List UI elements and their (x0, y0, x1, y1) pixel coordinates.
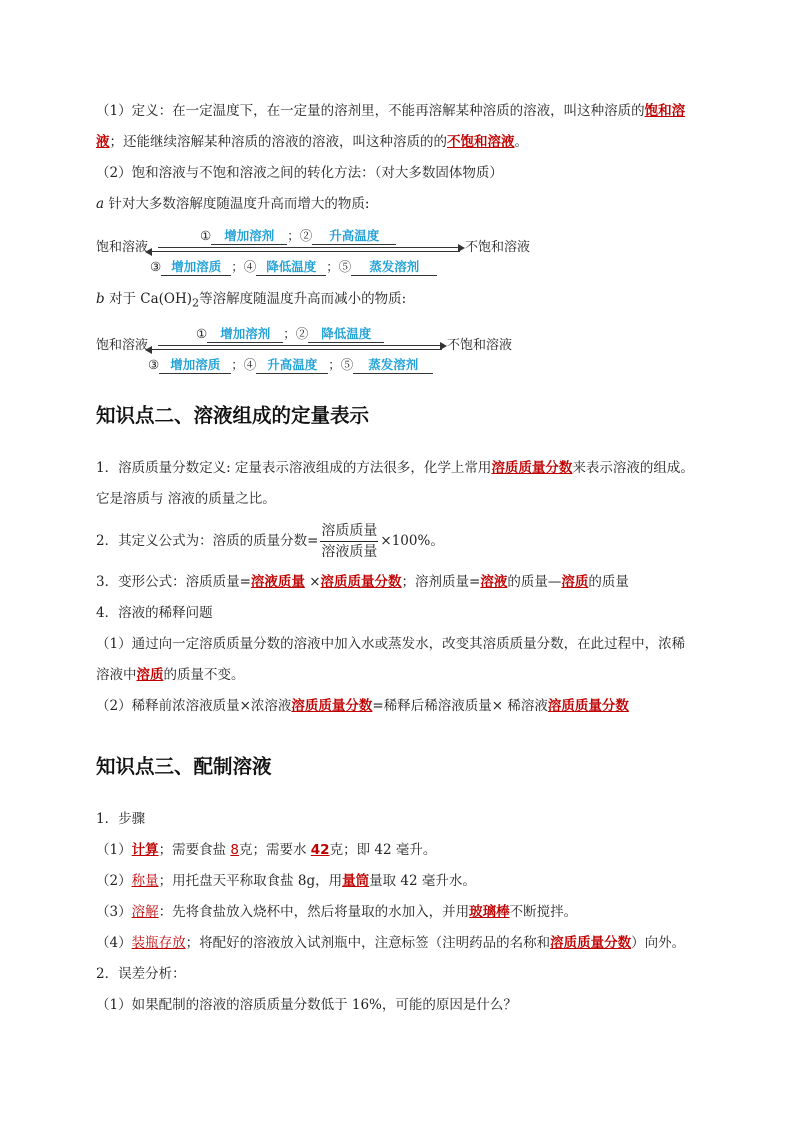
dilution-heading: 4．溶液的稀释问题 (96, 604, 213, 621)
definition-formula: 2．其定义公式为：溶质的质量分数= $\frac{\text{溶质质量}}{\text{溶液质量}}$ ×100%。 (96, 522, 444, 560)
answer: 溶质 (561, 573, 589, 590)
fraction-denominator: 溶液质量 (321, 543, 378, 560)
steps-heading: 1．步骤 (96, 810, 146, 827)
conversion-diagram-b (96, 319, 716, 379)
case-a-heading: a 针对大多数溶解度随温度升高而增大的物质: (96, 196, 370, 212)
answer: 量筒 (342, 872, 370, 889)
answer: 8 (230, 841, 239, 858)
mass-fraction-definition: 1．溶质质量分数定义: 定量表示溶液组成的方法很多，化学上常用溶质质量分数来表示溶液的组成。 (96, 459, 694, 476)
error-analysis-question: （1）如果配制的溶液的溶质质量分数低于 16%，可能的原因是什么？ (96, 996, 517, 1013)
condition-value: 降低温度 (256, 258, 326, 276)
condition-value: 增加溶剂 (211, 227, 287, 245)
answer: 溶质质量分数 (320, 573, 402, 590)
answer: 溶质质量分数 (291, 697, 373, 714)
text: 。 (514, 134, 528, 150)
dilution-paragraph: （1）通过向一定溶质质量分数的溶液中加入水或蒸发水，改变其溶质质量分数，在此过程中，浓稀 (96, 635, 686, 652)
document-page (96, 96, 716, 1021)
answer-saturated: 饱和溶 (644, 103, 686, 119)
saturated-label: 饱和溶液 (96, 337, 149, 353)
arrow-left-icon (145, 346, 152, 354)
mass-fraction-definition-cont: 它是溶质与 溶液的质量之比。 (96, 490, 276, 507)
saturated-label: 饱和溶液 (96, 240, 149, 255)
condition-value: 蒸发溶剂 (351, 258, 437, 276)
reverse-conditions: ③ 增加溶质 ；④ 降低温度 ；⑤ 蒸发溶剂 (150, 258, 437, 275)
conversion-title: （2）饱和溶液与不饱和溶液之间的转化方法：（对大多数固体物质） (96, 165, 503, 181)
answer: 溶质质量分数 (547, 697, 629, 714)
section-title-2: 知识点二、溶液组成的定量表示 (96, 403, 370, 427)
fraction-numerator: 溶质质量 (320, 521, 378, 542)
arrow-left-line (152, 349, 442, 350)
step-store: （4）装瓶存放；将配好的溶液放入试剂瓶中，注意标签（注明药品的名称和溶质质量分数）向外。 (96, 934, 686, 951)
answer: 称量 (131, 872, 159, 889)
answer: 溶质质量分数 (550, 934, 632, 951)
condition-value: 增加溶质 (161, 258, 231, 276)
section-title-3: 知识点三、配制溶液 (96, 754, 272, 778)
condition-value: 增加溶剂 (207, 325, 283, 343)
arrow-right-line (158, 247, 458, 248)
dilution-paragraph-cont: 溶液中溶质的质量不变。 (96, 666, 245, 683)
arrow-left-icon (145, 248, 152, 256)
answer-unsaturated: 不饱和溶液 (447, 134, 515, 150)
condition-value: 升高温度 (312, 227, 396, 245)
answer: 溶质 (136, 666, 164, 683)
text: ；还能继续溶解某种溶质的溶液的溶液，叫这种溶质的的 (109, 134, 447, 150)
fraction (320, 521, 378, 562)
arrow-right-line (158, 345, 440, 346)
condition-value: 蒸发溶剂 (353, 356, 433, 374)
reverse-conditions: ③ 增加溶质 ；④ 升高温度 ；⑤ 蒸发溶剂 (148, 356, 433, 373)
condition-value: 升高温度 (256, 356, 328, 374)
condition-value: 降低温度 (308, 325, 384, 343)
answer: 装瓶存放 (131, 934, 186, 951)
answer: 计算 (131, 841, 159, 858)
forward-conditions: ① 增加溶剂 ；② 升高温度 (200, 227, 396, 244)
error-analysis-heading: 2．误差分析： (96, 965, 186, 982)
step-weigh: （2）称量；用托盘天平称取食盐 8g，用量筒量取 42 毫升水。 (96, 872, 476, 889)
answer-saturated-end: 液 (96, 134, 110, 150)
answer: 溶液质量 (250, 573, 305, 590)
step-calculate: （1）计算；需要食盐 8克；需要水 42克；即 42 毫升。 (96, 841, 437, 858)
unsaturated-label: 不饱和溶液 (447, 337, 513, 353)
unsaturated-label: 不饱和溶液 (465, 240, 531, 255)
answer: 溶液 (480, 573, 508, 590)
definition-paragraph (96, 96, 716, 127)
answer: 溶质质量分数 (491, 459, 573, 476)
answer: 玻璃棒 (469, 903, 510, 920)
dilution-equation: （2）稀释前浓溶液质量×浓溶液溶质质量分数=稀释后稀溶液质量× 稀溶液溶质质量分数 (96, 697, 629, 714)
condition-value: 增加溶质 (159, 356, 231, 374)
definition-paragraph-cont (96, 127, 716, 158)
conversion-diagram-a (96, 220, 716, 280)
derived-formula: 3．变形公式：溶质质量=溶液质量 ×溶质质量分数；溶剂质量=溶液的质量—溶质的质量 (96, 573, 629, 590)
step-dissolve: （3）溶解：先将食盐放入烧杯中，然后将量取的水加入，并用玻璃棒不断搅拌。 (96, 903, 578, 920)
answer: 溶解 (131, 903, 159, 920)
forward-conditions: ① 增加溶剂 ；② 降低温度 (196, 325, 384, 342)
text: （1）定义：在一定温度下，在一定量的溶剂里，不能再溶解某种溶质的溶液，叫这种溶质的 (96, 103, 645, 119)
case-b-heading: b 对于 $Ca(OH)_2$等溶解度随温度升高而减小的物质: (96, 291, 407, 310)
answer: 42 (310, 841, 330, 858)
arrow-left-line (152, 251, 460, 252)
